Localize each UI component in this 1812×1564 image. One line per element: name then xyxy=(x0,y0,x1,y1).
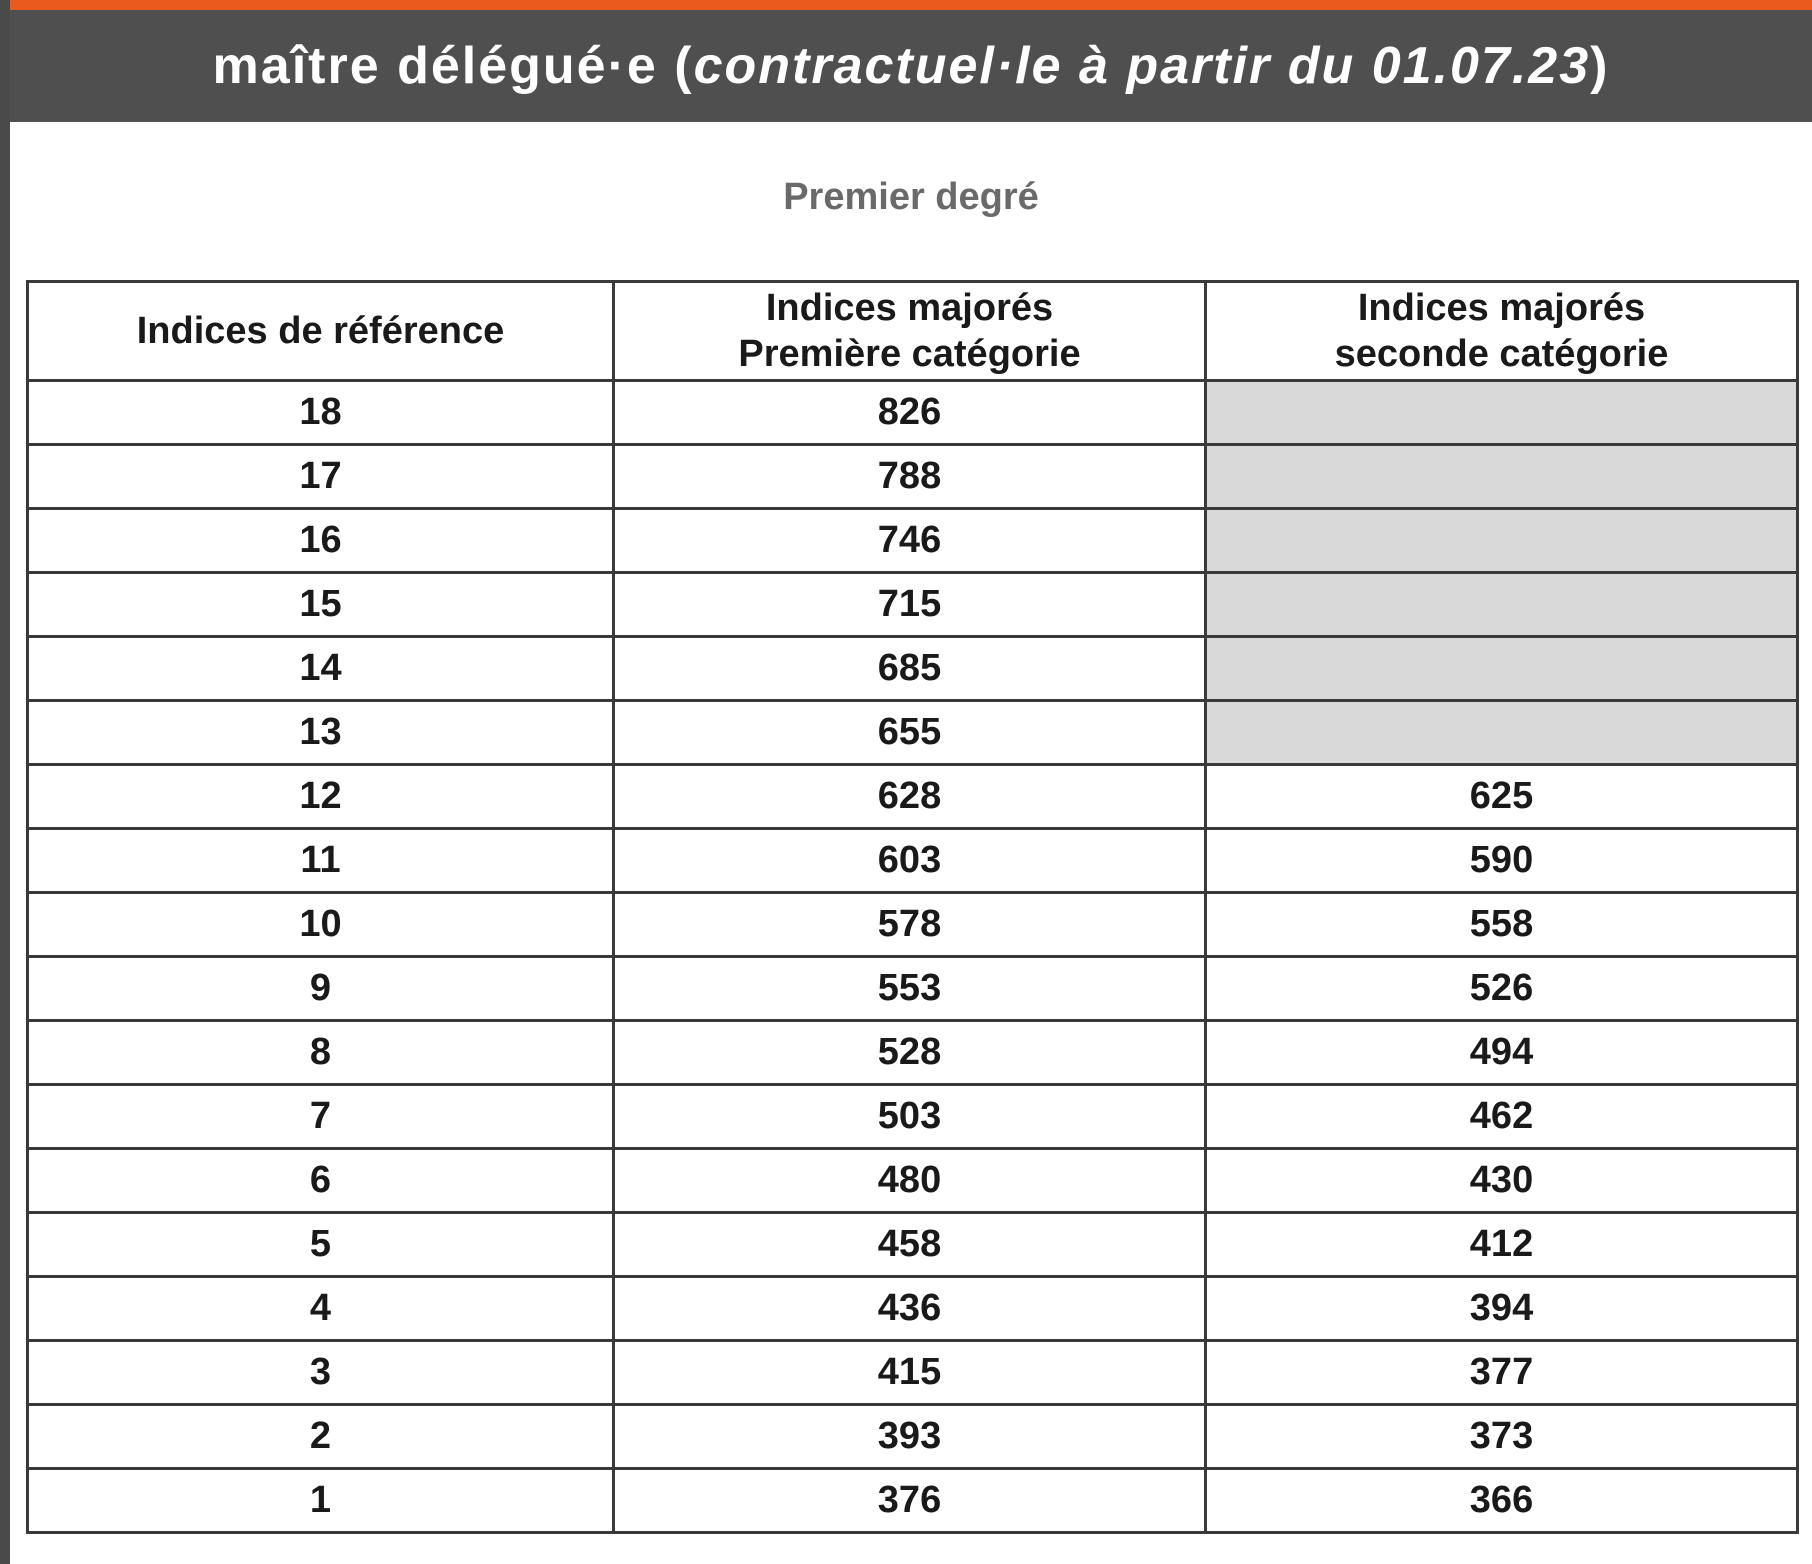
cell-first-category-index: 553 xyxy=(614,957,1206,1021)
cell-first-category-index: 655 xyxy=(614,701,1206,765)
cell-reference-index: 3 xyxy=(28,1341,614,1405)
cell-first-category-index: 685 xyxy=(614,637,1206,701)
cell-first-category-index: 715 xyxy=(614,573,1206,637)
cell-second-category-index: 430 xyxy=(1206,1149,1798,1213)
cell-first-category-index: 480 xyxy=(614,1149,1206,1213)
cell-reference-index: 16 xyxy=(28,509,614,573)
cell-reference-index: 11 xyxy=(28,829,614,893)
table-row xyxy=(28,637,1798,701)
cell-second-category-index: 558 xyxy=(1206,893,1798,957)
column-header-first-category xyxy=(614,282,1206,381)
cell-second-category-index: 625 xyxy=(1206,765,1798,829)
column-header-line: Indices majorés xyxy=(1357,287,1646,329)
table-header-row xyxy=(28,282,1798,381)
cell-second-category-index: 526 xyxy=(1206,957,1798,1021)
cell-first-category-index: 393 xyxy=(614,1405,1206,1469)
cell-reference-index: 6 xyxy=(28,1149,614,1213)
cell-reference-index: 9 xyxy=(28,957,614,1021)
table-row xyxy=(28,573,1798,637)
column-header-line: Indices majorés xyxy=(765,287,1054,329)
cell-first-category-index: 436 xyxy=(614,1277,1206,1341)
column-header-line: seconde catégorie xyxy=(1334,333,1669,375)
table-row xyxy=(28,1149,1798,1213)
cell-second-category-index xyxy=(1206,381,1798,445)
cell-first-category-index: 415 xyxy=(614,1341,1206,1405)
table-row xyxy=(28,1341,1798,1405)
section-subtitle: Premier degré xyxy=(783,176,1039,218)
page-title-close: ) xyxy=(1590,37,1610,95)
cell-reference-index: 14 xyxy=(28,637,614,701)
cell-reference-index: 13 xyxy=(28,701,614,765)
cell-reference-index: 15 xyxy=(28,573,614,637)
cell-reference-index: 1 xyxy=(28,1469,614,1533)
cell-second-category-index: 377 xyxy=(1206,1341,1798,1405)
cell-second-category-index xyxy=(1206,573,1798,637)
cell-first-category-index: 603 xyxy=(614,829,1206,893)
index-table xyxy=(26,280,1799,1534)
page-title-italic: contractuel·le à partir du 01.07.23 xyxy=(693,37,1591,95)
cell-second-category-index: 366 xyxy=(1206,1469,1798,1533)
table-row xyxy=(28,765,1798,829)
table-row xyxy=(28,1213,1798,1277)
cell-reference-index: 18 xyxy=(28,381,614,445)
cell-second-category-index xyxy=(1206,509,1798,573)
table-row xyxy=(28,1085,1798,1149)
cell-first-category-index: 788 xyxy=(614,445,1206,509)
cell-reference-index: 12 xyxy=(28,765,614,829)
top-accent-bar xyxy=(0,0,1812,10)
table-row xyxy=(28,701,1798,765)
cell-reference-index: 8 xyxy=(28,1021,614,1085)
cell-first-category-index: 826 xyxy=(614,381,1206,445)
cell-second-category-index xyxy=(1206,701,1798,765)
cell-first-category-index: 458 xyxy=(614,1213,1206,1277)
cell-first-category-index: 503 xyxy=(614,1085,1206,1149)
cell-second-category-index: 394 xyxy=(1206,1277,1798,1341)
cell-reference-index: 4 xyxy=(28,1277,614,1341)
table-row xyxy=(28,509,1798,573)
table-row xyxy=(28,1277,1798,1341)
cell-first-category-index: 746 xyxy=(614,509,1206,573)
table-row xyxy=(28,381,1798,445)
cell-reference-index: 17 xyxy=(28,445,614,509)
cell-reference-index: 2 xyxy=(28,1405,614,1469)
column-header-reference xyxy=(28,282,614,381)
table-row xyxy=(28,1021,1798,1085)
cell-second-category-index: 590 xyxy=(1206,829,1798,893)
cell-second-category-index: 412 xyxy=(1206,1213,1798,1277)
cell-reference-index: 7 xyxy=(28,1085,614,1149)
cell-reference-index: 5 xyxy=(28,1213,614,1277)
table-row xyxy=(28,445,1798,509)
page-title xyxy=(10,10,1812,122)
table-row xyxy=(28,1405,1798,1469)
cell-second-category-index: 494 xyxy=(1206,1021,1798,1085)
left-edge-bar xyxy=(0,0,10,1564)
cell-first-category-index: 376 xyxy=(614,1469,1206,1533)
cell-second-category-index: 373 xyxy=(1206,1405,1798,1469)
cell-second-category-index xyxy=(1206,445,1798,509)
cell-first-category-index: 628 xyxy=(614,765,1206,829)
cell-second-category-index xyxy=(1206,637,1798,701)
column-header-line: Indices de référence xyxy=(136,310,505,352)
table-row xyxy=(28,957,1798,1021)
table-row xyxy=(28,893,1798,957)
table-row xyxy=(28,829,1798,893)
cell-reference-index: 10 xyxy=(28,893,614,957)
column-header-second-category xyxy=(1206,282,1798,381)
column-header-line: Première catégorie xyxy=(738,333,1081,375)
table-row xyxy=(28,1469,1798,1533)
cell-first-category-index: 528 xyxy=(614,1021,1206,1085)
table-body xyxy=(28,381,1798,1533)
cell-second-category-index: 462 xyxy=(1206,1085,1798,1149)
page-title-text: maître délégué·e ( xyxy=(212,37,694,95)
cell-first-category-index: 578 xyxy=(614,893,1206,957)
